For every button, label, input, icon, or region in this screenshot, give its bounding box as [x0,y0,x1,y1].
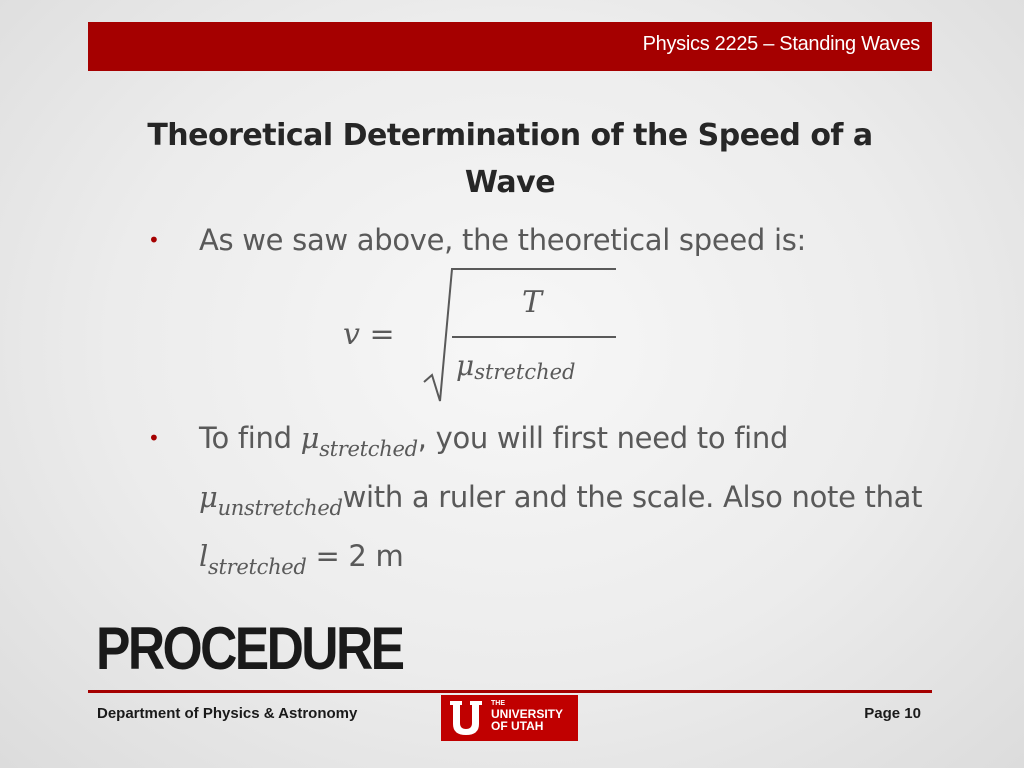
bullet2-part3: with a ruler and the scale. Also note that [342,480,923,514]
logo-the: THE [491,700,505,707]
course-title: Physics 2225 – Standing Waves [642,33,920,55]
page-number: Page 10 [864,705,921,722]
department-label: Department of Physics & Astronomy [97,705,358,722]
logo-of-utah: OF UTAH [491,719,544,733]
bullet-marker: • [148,228,160,252]
bullet-text-1: As we saw above, the theoretical speed is: [199,223,806,257]
formula-lhs: v = [343,317,395,352]
university-logo [441,695,578,741]
bullet2-part1: To find [199,421,301,455]
mu-unstretched-sub: unstretched [217,496,343,520]
square-root-symbol [340,265,640,405]
bullet2-part4: = 2 m [306,539,404,573]
section-title: PROCEDURE [96,615,403,682]
logo-university: UNIVERSITY [491,707,564,721]
slide-title: Theoretical Determination of the Speed of a Wave [147,118,873,200]
formula-mu-sub: stretched [474,360,576,384]
speed-formula [340,265,640,405]
footer-rule [88,690,932,693]
l-stretched-symbol: l [199,539,208,573]
logo-wordmark [491,700,563,732]
mu-stretched-sub: stretched [319,437,418,461]
formula-numerator: T [522,285,543,320]
formula-denominator [456,349,575,384]
bullet2-part2: , you will first need to find [417,421,789,455]
block-u-icon [449,699,483,737]
formula-mu: μ [456,349,475,382]
bullet-marker: • [148,426,160,450]
bullet-text-2 [199,414,929,591]
mu-stretched-symbol: μ [300,421,320,455]
header-bar [88,22,932,71]
mu-unstretched-symbol: μ [199,480,218,514]
l-stretched-sub: stretched [207,555,307,579]
